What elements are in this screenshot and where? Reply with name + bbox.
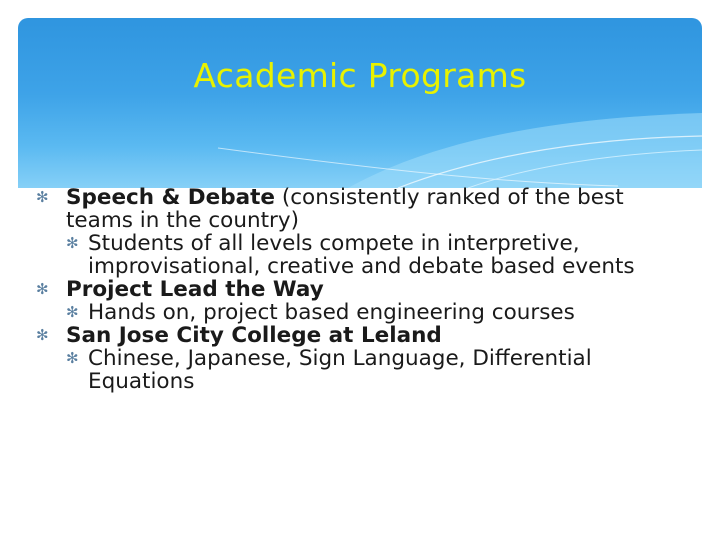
- bullet-detail: (consistently ranked of the best teams in the country): [66, 185, 624, 233]
- bullet-item-speech-debate: [32, 186, 692, 232]
- sub-bullet-item: [32, 347, 692, 393]
- bullet-heading: Speech & Debate: [66, 185, 275, 210]
- bullet-star-icon: ✻: [66, 303, 79, 321]
- bullet-list: [32, 186, 692, 393]
- bullet-heading: Project Lead the Way: [66, 277, 324, 302]
- title-banner: [18, 18, 702, 188]
- bullet-star-icon: ✻: [36, 326, 49, 344]
- sub-bullet-text: Chinese, Japanese, Sign Language, Differential Equations: [88, 346, 592, 394]
- sub-bullet-text: Hands on, project based engineering courses: [88, 300, 575, 325]
- banner-swoosh-decoration: [18, 18, 702, 188]
- slide-title: Academic Programs: [193, 56, 527, 95]
- sub-bullet-text: Students of all levels compete in interpretive, improvisational, creative and debate based events: [88, 231, 635, 279]
- bullet-item-san-jose: [32, 324, 692, 347]
- bullet-star-icon: ✻: [36, 188, 49, 206]
- bullet-star-icon: ✻: [66, 349, 79, 367]
- bullet-star-icon: ✻: [66, 234, 79, 252]
- bullet-heading: San Jose City College at Leland: [66, 323, 442, 348]
- sub-bullet-item: [32, 301, 692, 324]
- sub-bullet-item: [32, 232, 692, 278]
- bullet-item-project-lead: [32, 278, 692, 301]
- bullet-star-icon: ✻: [36, 280, 49, 298]
